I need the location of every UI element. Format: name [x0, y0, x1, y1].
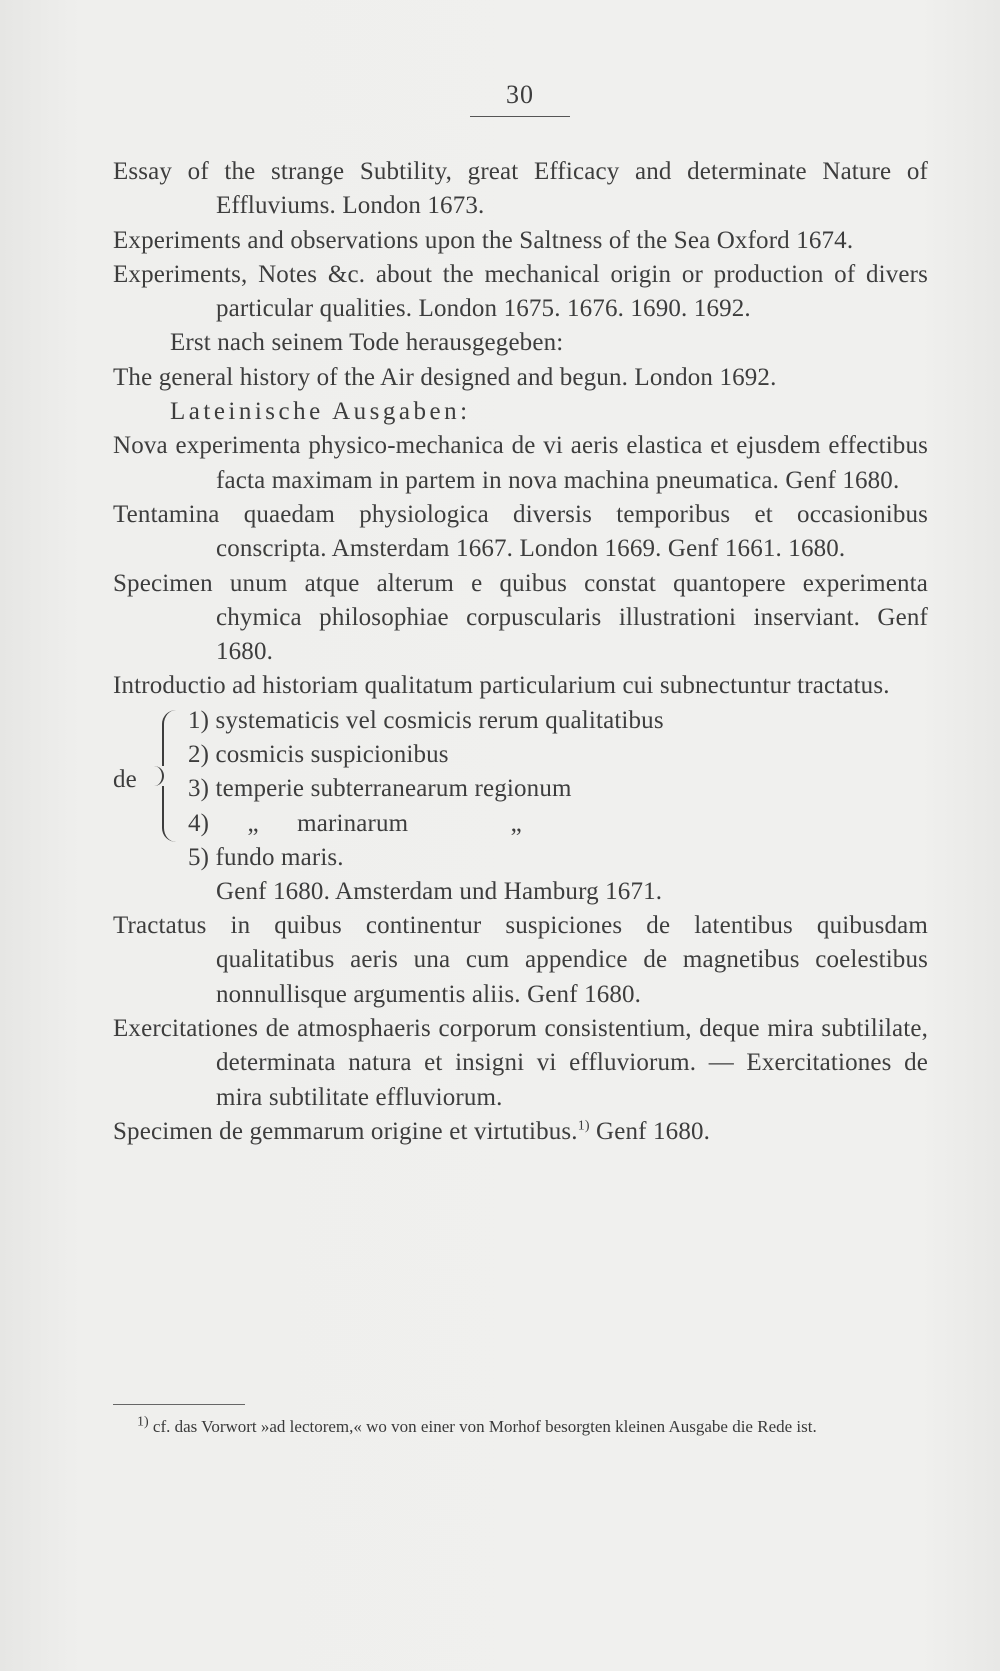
entry-tail: Genf 1680.	[589, 1117, 711, 1145]
footnote	[113, 1413, 928, 1440]
brace-item: 2) cosmicis suspicionibus	[188, 741, 449, 769]
page-number-rule	[470, 116, 570, 117]
section-note: Erst nach seinem Tode herausgegeben:	[170, 329, 564, 357]
bibliography-entry: Tractatus in quibus continentur suspiciones de latentibus quibusdam qualitatibus aeris una cum appendice de magnetibus coelestibus nonnullisque argumentis aliis. Genf 1680.	[113, 912, 928, 1008]
bibliography-list-continued	[113, 909, 928, 1115]
page-body	[113, 155, 928, 1149]
entry-text: Specimen de gemmarum origine et virtutibus.	[113, 1117, 578, 1145]
brace-item: 1) systematicis vel cosmicis rerum qualitatibus	[188, 706, 664, 734]
bibliography-entry: Experiments and observations upon the Saltness of the Sea Oxford 1674.	[113, 226, 854, 254]
footnote-marker: 1)	[137, 1414, 149, 1430]
brace-items	[188, 704, 888, 875]
curly-brace	[162, 710, 174, 842]
bibliography-entry: Essay of the strange Subtility, great Efficacy and determinate Nature of Effluviums. London 1673.	[113, 158, 928, 220]
bibliography-entry: Introductio ad historiam qualitatum particularium cui subnectuntur tractatus.	[113, 672, 890, 700]
bibliography-entry: Exercitationes de atmosphaeris corporum consistentium, deque mira subtililate, determinata natura et insigni vi effluviorum. — Exercitationes de mira subtilitate effluviorum.	[113, 1014, 928, 1111]
bibliography-entry: Nova experimenta physico-mechanica de vi aeris elastica et ejusdem effectibus facta maximam in partem in nova machina pneumatica. Genf 1680.	[113, 432, 928, 494]
section-heading: Lateinische Ausgaben:	[170, 398, 471, 426]
footnote-text: cf. das Vorwort »ad lectorem,« wo von einer von Morhof besorgten kleinen Ausgabe die Rede ist.	[148, 1417, 817, 1436]
brace-group	[113, 704, 928, 875]
brace-item: 5) fundo maris.	[188, 843, 344, 871]
footnote-rule	[113, 1404, 245, 1405]
brace-item: 3) temperie subterranearum regionum	[188, 775, 572, 803]
bibliography-entry: The general history of the Air designed and begun. London 1692.	[113, 363, 777, 391]
bibliography-entry: Specimen unum atque alterum e quibus constat quantopere experimenta chymica philosophiae corpuscularis illustrationi inserviant. Genf 1680.	[113, 569, 928, 666]
brace-label: de	[113, 765, 137, 793]
page-number: 30	[506, 80, 534, 109]
bibliography-entry: Tentamina quaedam physiologica diversis temporibus et occasionibus conscripta. Amsterdam 1667. London 1669. Genf 1661. 1680.	[113, 500, 928, 563]
brace-item: 4) „ marinarum „	[188, 809, 522, 837]
bibliography-list	[113, 155, 928, 704]
brace-publication: Genf 1680. Amsterdam und Hamburg 1671.	[216, 877, 663, 905]
footnote-ref: 1)	[577, 1118, 590, 1134]
bibliography-entry-last	[113, 1115, 928, 1149]
bibliography-entry: Experiments, Notes &c. about the mechanical origin or production of divers particular qualities. London 1675. 1676. 1690. 1692.	[113, 260, 928, 323]
